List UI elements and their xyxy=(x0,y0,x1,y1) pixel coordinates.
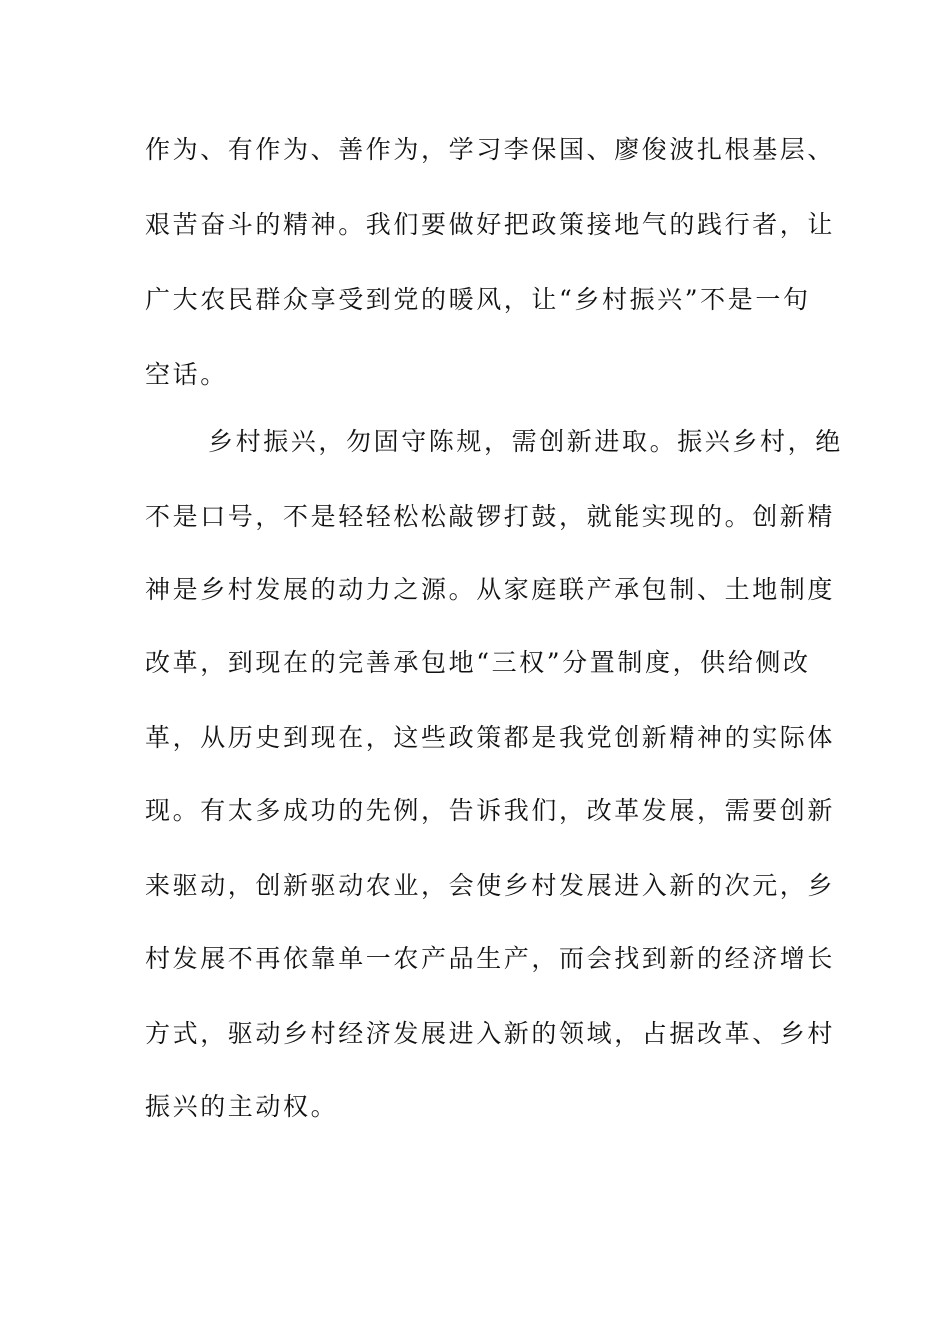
text-line: 乡村振兴，勿固守陈规，需创新进取。振兴乡村，绝 xyxy=(208,427,843,456)
text-line: 现。有太多成功的先例，告诉我们，改革发展，需要创新 xyxy=(145,796,836,825)
text-line: 神是乡村发展的动力之源。从家庭联产承包制、土地制度 xyxy=(145,575,836,604)
text-line: 广大农民群众享受到党的暖风，让“乡村振兴”不是一句 xyxy=(145,285,811,314)
text-line: 艰苦奋斗的精神。我们要做好把政策接地气的践行者，让 xyxy=(145,210,836,239)
text-line: 革，从历史到现在，这些政策都是我党创新精神的实际体 xyxy=(145,723,836,752)
text-line: 村发展不再依靠单一农产品生产，而会找到新的经济增长 xyxy=(145,944,836,973)
text-line: 改革，到现在的完善承包地“三权”分置制度，供给侧改 xyxy=(145,648,811,677)
text-line: 不是口号，不是轻轻松松敲锣打鼓，就能实现的。创新精 xyxy=(145,502,836,531)
text-line: 作为、有作为、善作为，学习李保国、廖俊波扎根基层、 xyxy=(145,135,836,164)
text-line: 振兴的主动权。 xyxy=(145,1092,339,1121)
text-line: 空话。 xyxy=(145,360,228,389)
text-line: 来驱动，创新驱动农业，会使乡村发展进入新的次元，乡 xyxy=(145,871,836,900)
text-line: 方式，驱动乡村经济发展进入新的领域，占据改革、乡村 xyxy=(145,1019,836,1048)
